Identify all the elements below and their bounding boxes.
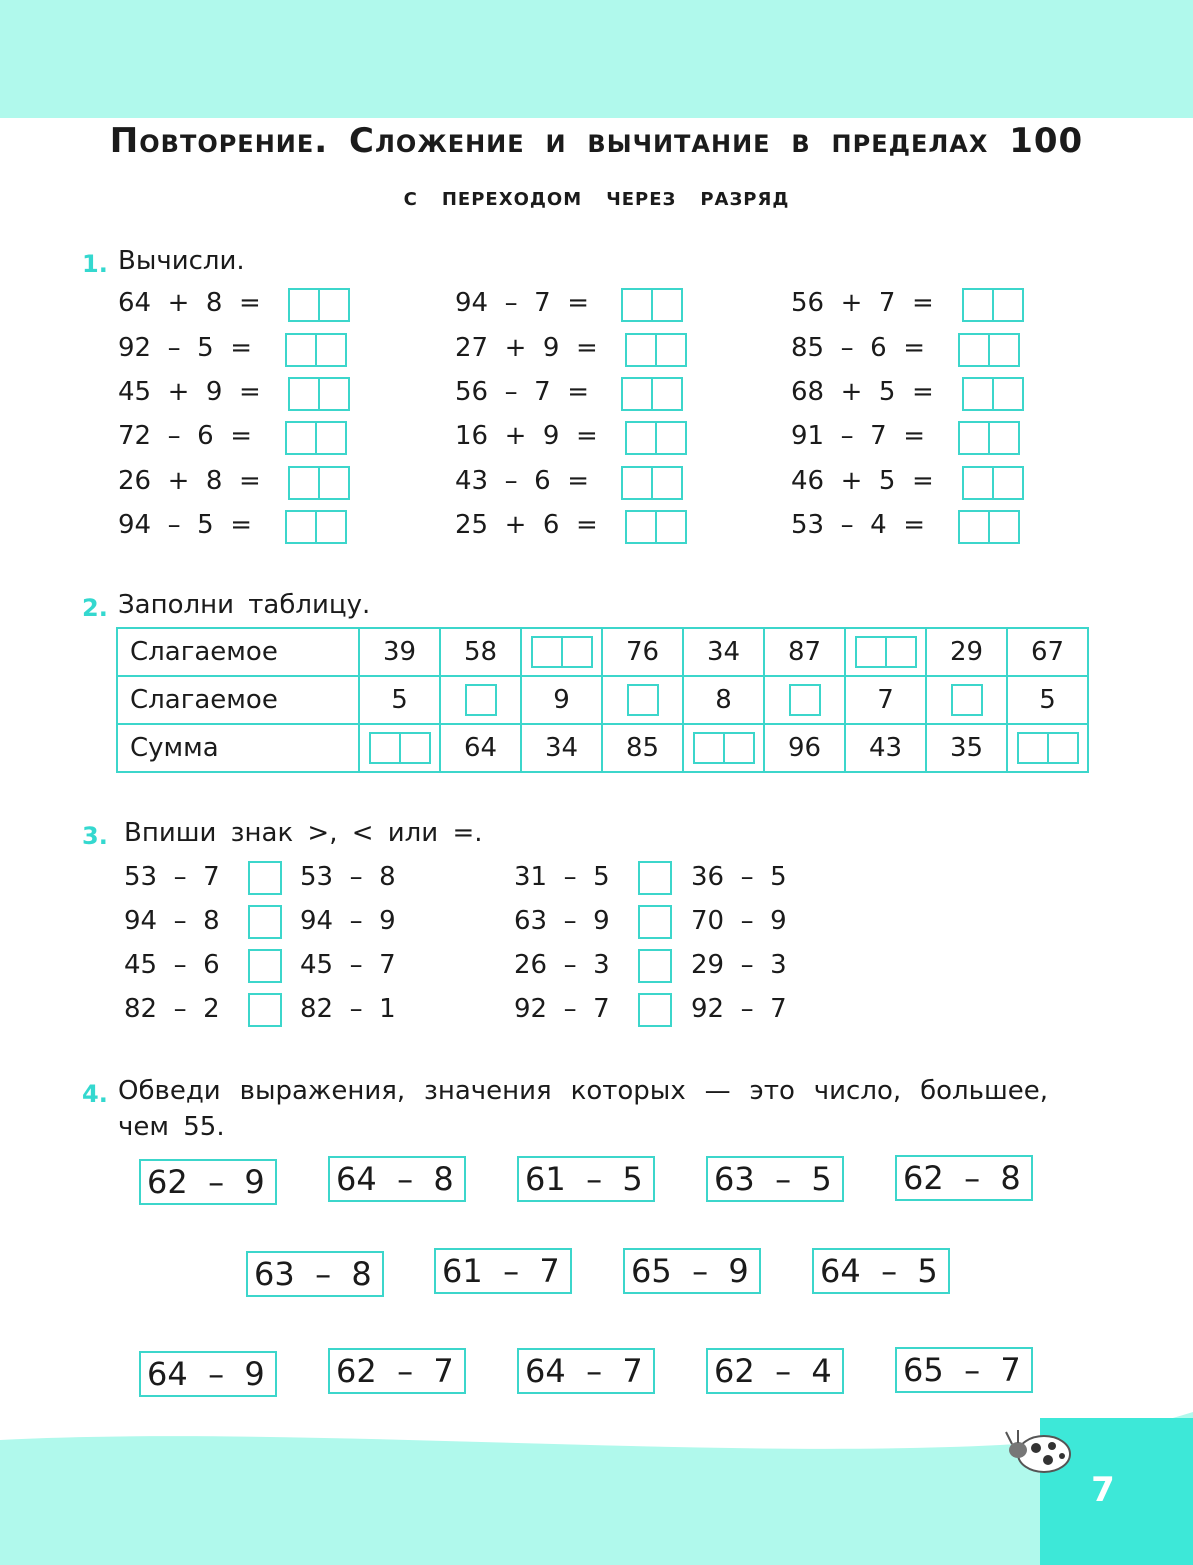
task1-number: 1. (82, 250, 108, 278)
task4-text-line1: Обведи выражения, значения которых — это число, большее, (118, 1076, 1048, 1106)
task3-number: 3. (82, 822, 108, 850)
answer-cell[interactable] (359, 724, 440, 772)
answer-box[interactable] (285, 421, 347, 455)
table-cell: 7 (845, 676, 926, 724)
answer-box[interactable] (1017, 732, 1079, 764)
answer-cell[interactable] (926, 676, 1007, 724)
table-cell: 8 (683, 676, 764, 724)
sign-box[interactable] (638, 993, 672, 1027)
task1-expr: 43 – 6 = (455, 466, 589, 496)
compare-left-expr: 92 – 7 (514, 994, 610, 1024)
table-cell: 9 (521, 676, 602, 724)
table-cell: 43 (845, 724, 926, 772)
task3-text: Впиши знак >, < или =. (124, 818, 483, 848)
task1-expr: 94 – 5 = (118, 510, 252, 540)
sign-box[interactable] (638, 861, 672, 895)
expression-card[interactable]: 64 – 5 (812, 1248, 950, 1294)
expression-card[interactable]: 64 – 8 (328, 1156, 466, 1202)
table-cell: 5 (1007, 676, 1088, 724)
expression-card[interactable]: 62 – 9 (139, 1159, 277, 1205)
compare-left-expr: 53 – 7 (124, 862, 220, 892)
answer-box[interactable] (288, 377, 350, 411)
expression-card[interactable]: 63 – 8 (246, 1251, 384, 1297)
sign-box[interactable] (638, 905, 672, 939)
page-title: Повторение. Сложение и вычитание в пределах 100 (109, 121, 1084, 161)
answer-box[interactable] (855, 636, 917, 668)
task1-expr: 25 + 6 = (455, 510, 598, 540)
answer-box[interactable] (627, 684, 659, 716)
answer-box[interactable] (285, 333, 347, 367)
answer-box[interactable] (621, 377, 683, 411)
sign-box[interactable] (248, 905, 282, 939)
task1-expr: 68 + 5 = (791, 377, 934, 407)
expression-card[interactable]: 61 – 5 (517, 1156, 655, 1202)
expression-card[interactable]: 65 – 7 (895, 1347, 1033, 1393)
row-head: Слагаемое (117, 628, 359, 676)
table-cell: 64 (440, 724, 521, 772)
task1-text: Вычисли. (118, 246, 245, 276)
table-cell: 34 (683, 628, 764, 676)
sum-table (116, 627, 1089, 773)
task1-expr: 92 – 5 = (118, 333, 252, 363)
compare-right-expr: 70 – 9 (691, 906, 787, 936)
task1-expr: 56 – 7 = (455, 377, 589, 407)
compare-right-expr: 82 – 1 (300, 994, 396, 1024)
answer-box[interactable] (693, 732, 755, 764)
compare-left-expr: 45 – 6 (124, 950, 220, 980)
answer-box[interactable] (625, 510, 687, 544)
task2-number: 2. (82, 594, 108, 622)
compare-right-expr: 94 – 9 (300, 906, 396, 936)
compare-right-expr: 53 – 8 (300, 862, 396, 892)
table-cell: 39 (359, 628, 440, 676)
task2-text: Заполни таблицу. (118, 590, 371, 620)
table-row (117, 676, 1088, 724)
answer-box[interactable] (369, 732, 431, 764)
answer-cell[interactable] (845, 628, 926, 676)
task1-expr: 45 + 9 = (118, 377, 261, 407)
answer-box[interactable] (958, 333, 1020, 367)
answer-cell[interactable] (602, 676, 683, 724)
table-cell: 96 (764, 724, 845, 772)
task1-expr: 72 – 6 = (118, 421, 252, 451)
table-cell: 67 (1007, 628, 1088, 676)
task1-expr: 46 + 5 = (791, 466, 934, 496)
sign-box[interactable] (638, 949, 672, 983)
table-cell: 58 (440, 628, 521, 676)
answer-box[interactable] (958, 510, 1020, 544)
compare-left-expr: 26 – 3 (514, 950, 610, 980)
task1-expr: 53 – 4 = (791, 510, 925, 540)
answer-box[interactable] (531, 636, 593, 668)
table-cell: 35 (926, 724, 1007, 772)
table-row (117, 628, 1088, 676)
compare-right-expr: 29 – 3 (691, 950, 787, 980)
row-head: Слагаемое (117, 676, 359, 724)
table-row (117, 724, 1088, 772)
answer-cell[interactable] (440, 676, 521, 724)
answer-box[interactable] (962, 377, 1024, 411)
answer-box[interactable] (285, 510, 347, 544)
task1-expr: 85 – 6 = (791, 333, 925, 363)
answer-box[interactable] (621, 288, 683, 322)
task4-number: 4. (82, 1080, 108, 1108)
compare-right-expr: 45 – 7 (300, 950, 396, 980)
table-cell: 5 (359, 676, 440, 724)
ladybug-icon (1004, 1424, 1076, 1476)
table-cell: 87 (764, 628, 845, 676)
expression-card[interactable]: 65 – 9 (623, 1248, 761, 1294)
answer-cell[interactable] (764, 676, 845, 724)
task1-expr: 26 + 8 = (118, 466, 261, 496)
compare-left-expr: 82 – 2 (124, 994, 220, 1024)
sign-box[interactable] (248, 949, 282, 983)
expression-card[interactable]: 63 – 5 (706, 1156, 844, 1202)
answer-box[interactable] (789, 684, 821, 716)
sign-box[interactable] (248, 861, 282, 895)
compare-left-expr: 31 – 5 (514, 862, 610, 892)
answer-box[interactable] (465, 684, 497, 716)
expression-card[interactable]: 62 – 7 (328, 1348, 466, 1394)
answer-cell[interactable] (1007, 724, 1088, 772)
answer-box[interactable] (625, 421, 687, 455)
compare-left-expr: 63 – 9 (514, 906, 610, 936)
answer-box[interactable] (625, 333, 687, 367)
answer-box[interactable] (962, 288, 1024, 322)
table-cell: 29 (926, 628, 1007, 676)
answer-cell[interactable] (683, 724, 764, 772)
compare-right-expr: 92 – 7 (691, 994, 787, 1024)
expression-card[interactable]: 62 – 4 (706, 1348, 844, 1394)
task1-expr: 16 + 9 = (455, 421, 598, 451)
task1-expr: 91 – 7 = (791, 421, 925, 451)
answer-box[interactable] (951, 684, 983, 716)
answer-box[interactable] (962, 466, 1024, 500)
table-cell: 34 (521, 724, 602, 772)
expression-card[interactable]: 64 – 7 (517, 1348, 655, 1394)
task1-expr: 94 – 7 = (455, 288, 589, 318)
answer-box[interactable] (288, 288, 350, 322)
answer-box[interactable] (958, 421, 1020, 455)
page-subtitle: с переходом через разряд (403, 182, 790, 212)
expression-card[interactable]: 61 – 7 (434, 1248, 572, 1294)
table-cell: 85 (602, 724, 683, 772)
answer-box[interactable] (288, 466, 350, 500)
expression-card[interactable]: 64 – 9 (139, 1351, 277, 1397)
task1-expr: 64 + 8 = (118, 288, 261, 318)
compare-left-expr: 94 – 8 (124, 906, 220, 936)
page-number: 7 (1091, 1470, 1115, 1510)
compare-right-expr: 36 – 5 (691, 862, 787, 892)
task4-text-line2: чем 55. (118, 1112, 225, 1142)
answer-cell[interactable] (521, 628, 602, 676)
sign-box[interactable] (248, 993, 282, 1027)
answer-box[interactable] (621, 466, 683, 500)
task1-expr: 56 + 7 = (791, 288, 934, 318)
task1-expr: 27 + 9 = (455, 333, 598, 363)
row-head: Сумма (117, 724, 359, 772)
expression-card[interactable]: 62 – 8 (895, 1155, 1033, 1201)
table-cell: 76 (602, 628, 683, 676)
